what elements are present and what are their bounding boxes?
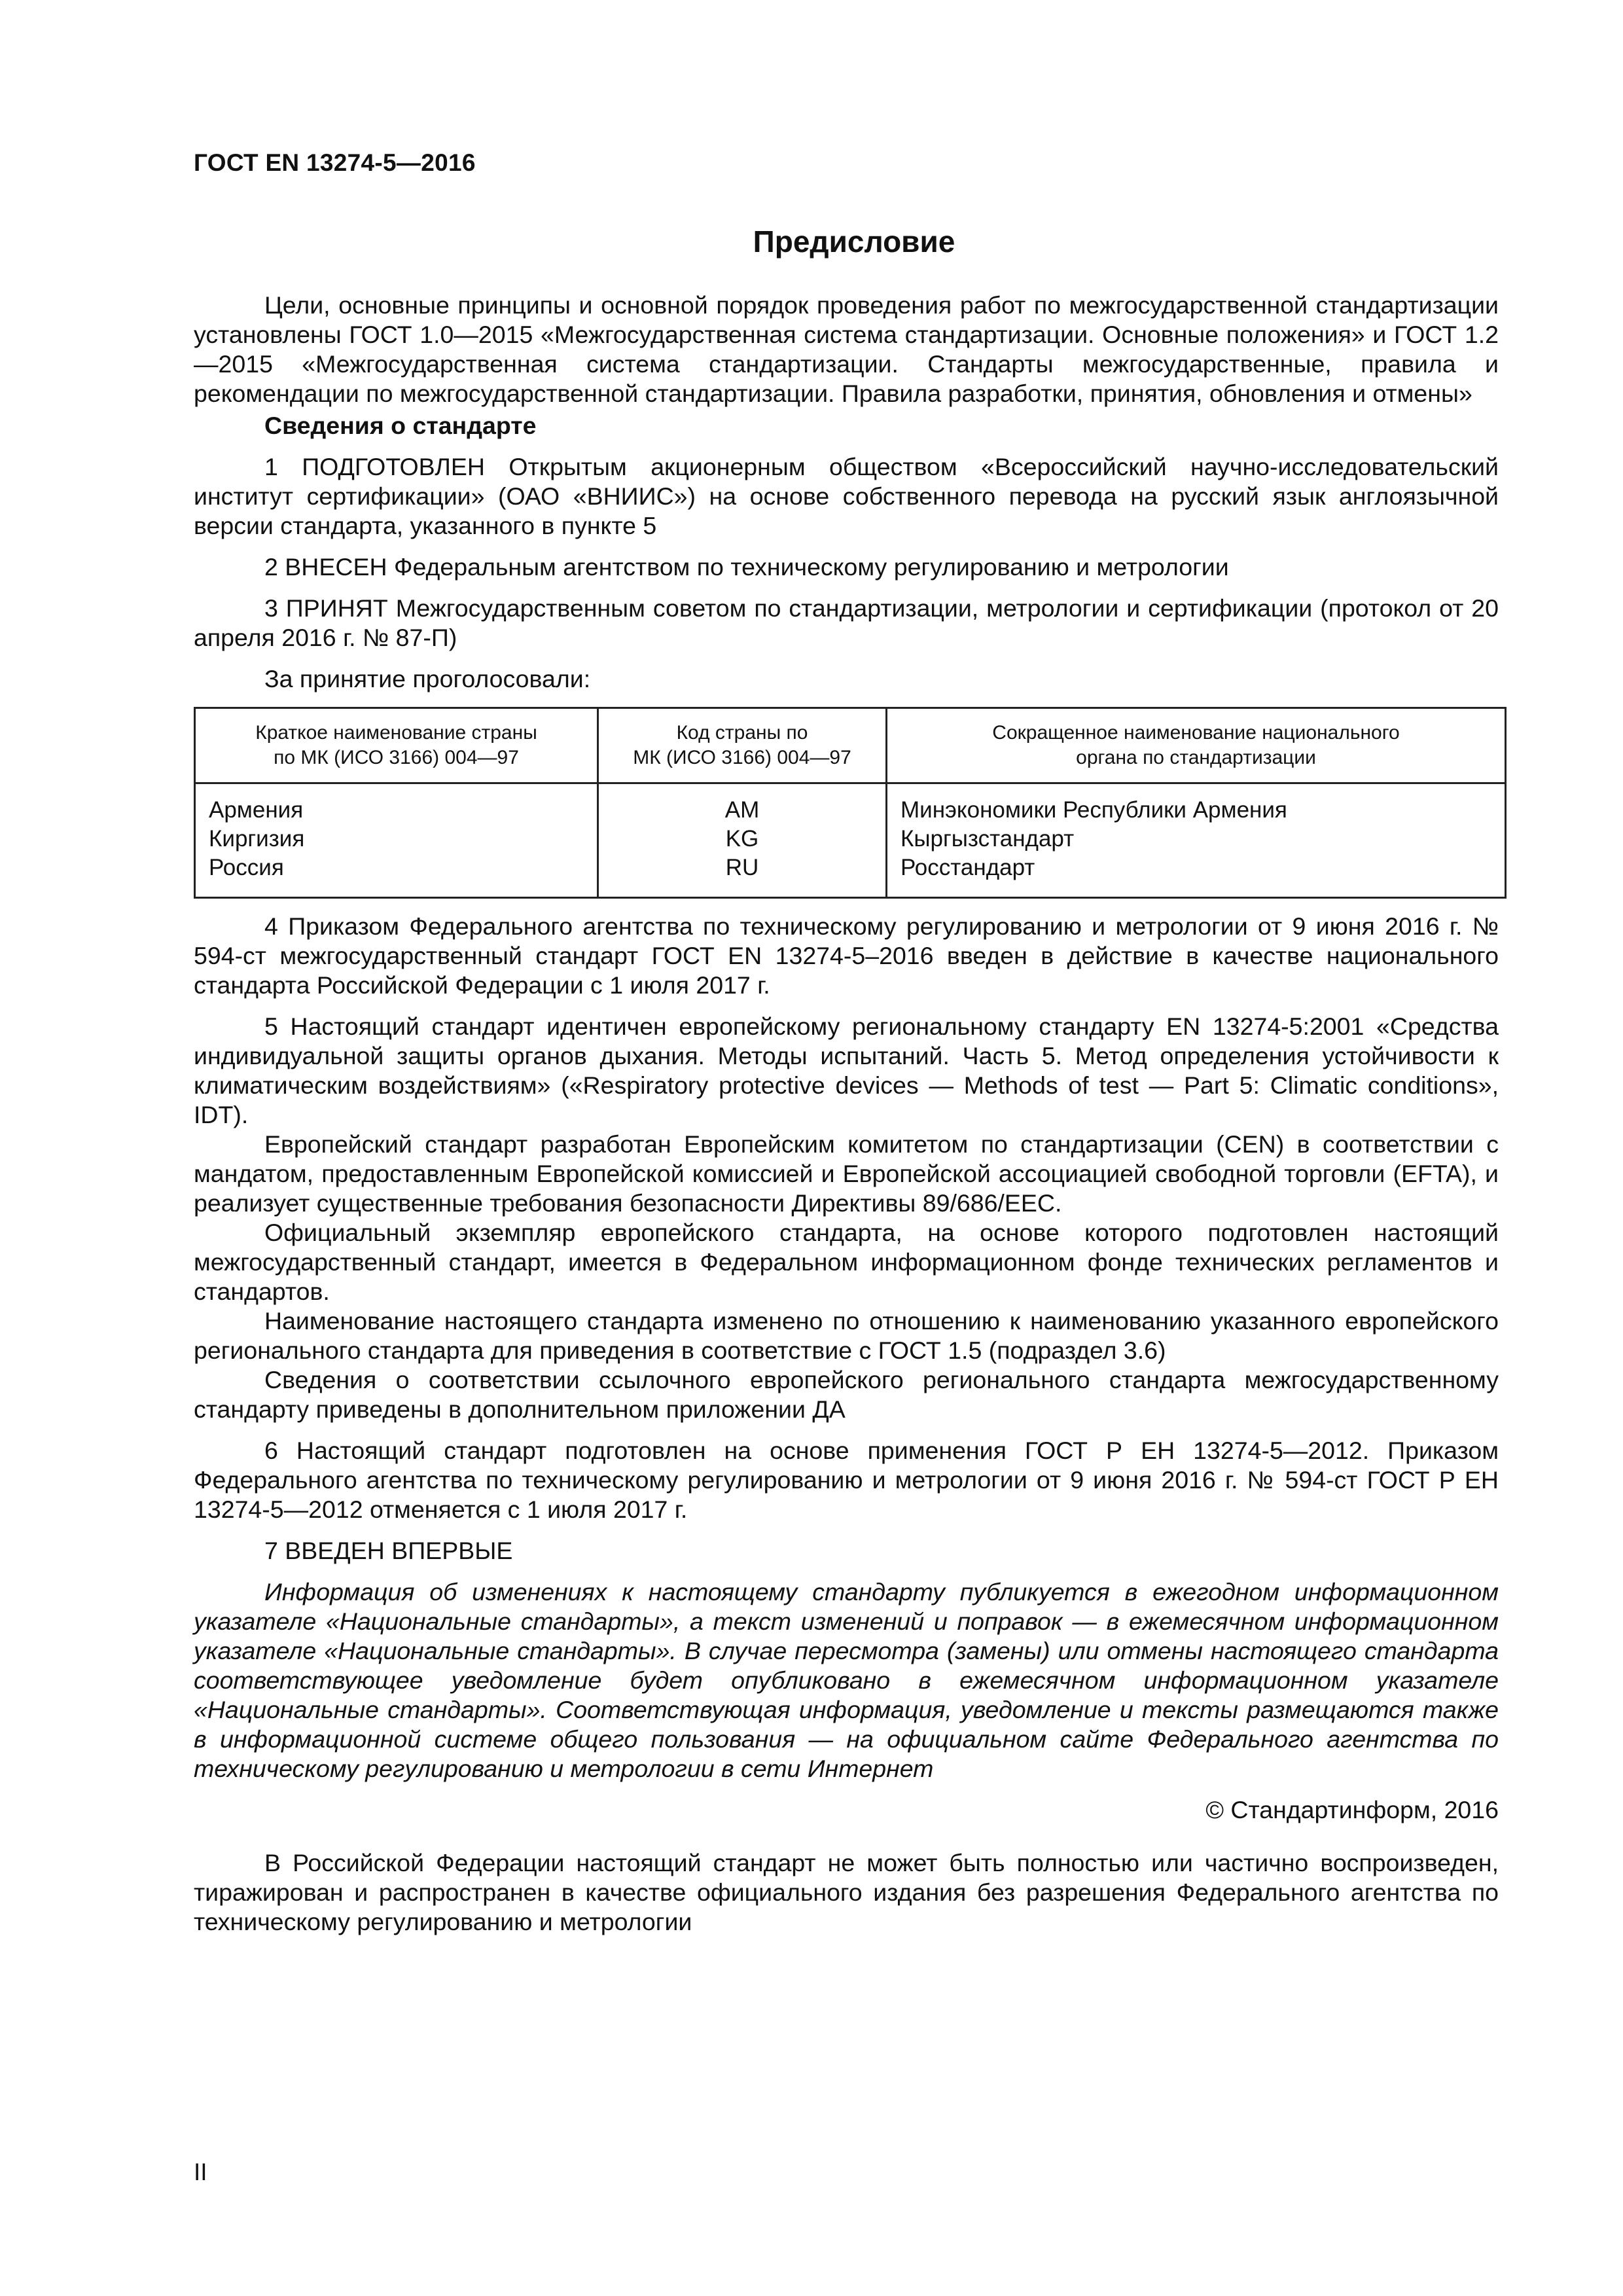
header-national-body-line1: Сокращенное наименование национального	[992, 722, 1400, 744]
header-country-code-line1: Код страны по	[676, 722, 808, 744]
item-5-official-copy-paragraph: Официальный экземпляр европейского стандарта, на основе которого подготовлен настоящий межгосударственный стандарт, имеется в Федеральном информационном фонде технических регламентов и стандартов.	[194, 1219, 1499, 1305]
header-country-name-line1: Краткое наименование страны	[255, 722, 537, 744]
country-code: RU	[725, 855, 759, 880]
national-body: Кыргызстандарт	[901, 826, 1075, 852]
item-3-paragraph: 3 ПРИНЯТ Межгосударственным советом по стандартизации, метрологии и сертификации (протокол от 20 апреля 2016 г. № 87-П)	[194, 594, 1499, 651]
item-4-paragraph: 4 Приказом Федерального агентства по техническому регулированию и метрологии от 9 июня 2016 г. № 594-ст межгосударственный стандарт ГОСТ EN 13274-5–2016 введен в действие в качестве национального стандарта Российской Федерации с 1 июля 2017 г.	[194, 912, 1499, 999]
header-national-body-line2: органа по стандартизации	[1076, 747, 1316, 768]
country-name: Армения	[209, 797, 304, 823]
item-6-paragraph: 6 Настоящий стандарт подготовлен на основе применения ГОСТ Р ЕН 13274-5—2012. Приказом Федерального агентства по техническому регулированию и метрологии от 9 июня 2016 г. № 594-ст ГОСТ Р ЕН 13274-5—2012 отменяется с 1 июля 2017 г.	[194, 1437, 1499, 1523]
item-5-paragraph: 5 Настоящий стандарт идентичен европейскому региональному стандарту EN 13274-5:2001 «Средства индивидуальной защиты органов дыхания. Методы испытаний. Часть 5. Метод определения устойчивости к климатическим воздействиям» («Respiratory protective devices — Methods of test — Part 5: Climatic conditions», IDT).	[194, 1013, 1499, 1128]
header-country-name	[195, 708, 598, 783]
changes-notice: Информация об изменениях к настоящему стандарту публикуется в ежегодном информационном указателе «Национальные стандарты», а текст изменений и поправок — в ежемесячном информационном указателе «Национальные стандарты». В случае пересмотра (замены) или отмены настоящего стандарта соответствующее уведомление будет опубликовано в ежемесячном информационном указателе «Национальные стандарты». Соответствующая информация, уведомление и тексты размещаются также в информационной системе общего пользования — на официальном сайте Федерального агентства по техническому регулированию и метрологии в сети Интернет	[194, 1578, 1499, 1782]
item-7-paragraph: 7 ВВЕДЕН ВПЕРВЫЕ	[264, 1537, 513, 1564]
standard-code-header: ГОСТ EN 13274-5—2016	[194, 149, 476, 176]
item-5-name-change-paragraph: Наименование настоящего стандарта изменено по отношению к наименованию указанного европейского регионального стандарта для приведения в соответствие с ГОСТ 1.5 (подраздел 3.6)	[194, 1307, 1499, 1364]
vote-table	[194, 707, 1507, 899]
item-5-cen-paragraph: Европейский стандарт разработан Европейским комитетом по стандартизации (CEN) в соответствии с мандатом, предоставленным Европейской комиссией и Европейской ассоциацией свободной торговли (EFTA), и реализует существенные требования безопасности Директивы 89/686/ЕЕС.	[194, 1130, 1499, 1217]
item-5-reference-paragraph: Сведения о соответствии ссылочного европейского регионального стандарта межгосударственному стандарту приведены в дополнительном приложении ДА	[194, 1366, 1499, 1423]
copyright: © Стандартинформ, 2016	[1205, 1796, 1499, 1823]
reproduction-notice: В Российской Федерации настоящий стандарт не может быть полностью или частично воспроизведен, тиражирован и распространен в качестве официального издания без разрешения Федерального агентства по техническому регулированию и метрологии	[194, 1849, 1499, 1935]
code-column	[598, 783, 887, 898]
table-header-row	[195, 708, 1506, 783]
item-2-paragraph: 2 ВНЕСЕН Федеральным агентством по техническому регулированию и метрологии	[264, 553, 1229, 581]
table-row	[195, 783, 1506, 898]
country-name: Россия	[209, 855, 284, 880]
header-country-code	[598, 708, 887, 783]
national-body: Росстандарт	[901, 855, 1035, 880]
country-column	[195, 783, 598, 898]
header-country-name-line2: по МК (ИСО 3166) 004—97	[274, 747, 519, 768]
page-title: Предисловие	[753, 224, 955, 259]
national-body: Минэкономики Республики Армения	[901, 797, 1287, 823]
vote-label: За принятие проголосовали:	[264, 665, 591, 692]
header-national-body	[887, 708, 1506, 783]
country-code: AM	[724, 797, 760, 823]
body-column	[887, 783, 1506, 898]
section-subheading: Сведения о стандарте	[264, 412, 537, 439]
page-number: II	[194, 2159, 207, 2185]
document-body	[194, 291, 1499, 1937]
item-1-paragraph: 1 ПОДГОТОВЛЕН Открытым акционерным обществом «Всероссийский научно-исследовательский институт сертификации» (ОАО «ВНИИС») на основе собственного перевода на русский язык англоязычной версии стандарта, указанного в пункте 5	[194, 453, 1499, 539]
country-name: Киргизия	[209, 826, 305, 852]
intro-paragraph: Цели, основные принципы и основной порядок проведения работ по межгосударственной стандартизации установлены ГОСТ 1.0—2015 «Межгосударственная система стандартизации. Основные положения» и ГОСТ 1.2—2015 «Межгосударственная система стандартизации. Стандарты межгосударственные, правила и рекомендации по межгосударственной стандартизации. Правила разработки, принятия, обновления и отмены»	[194, 291, 1499, 407]
country-code: KG	[725, 826, 759, 852]
header-country-code-line2: МК (ИСО 3166) 004—97	[633, 747, 851, 768]
